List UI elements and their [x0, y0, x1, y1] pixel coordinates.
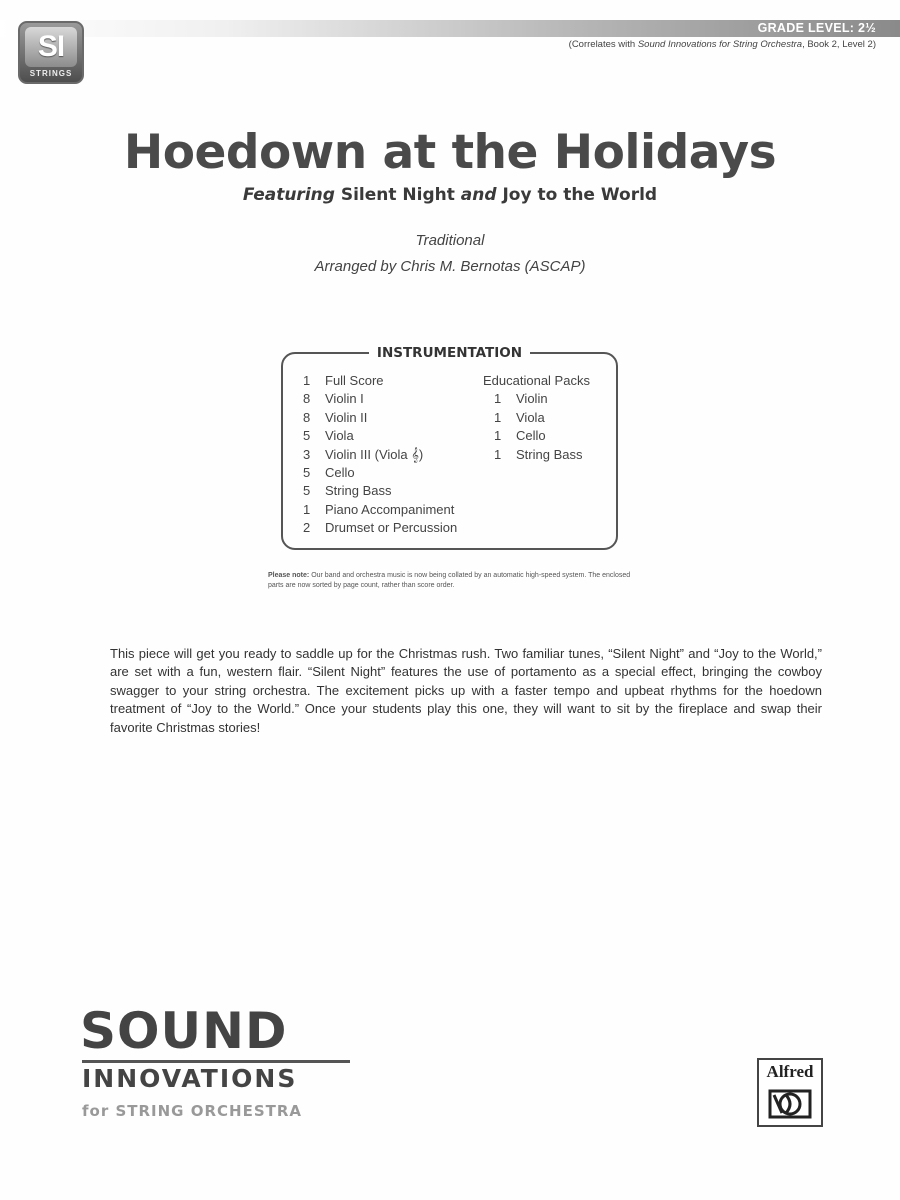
logo-divider [82, 1060, 350, 1063]
piece-subtitle: Featuring Silent Night and Joy to the World [242, 185, 658, 205]
instrumentation-box [281, 345, 618, 550]
arranger-credit: Arranged by Chris M. Bernotas (ASCAP) [314, 258, 586, 275]
piece-description: This piece will get you ready to saddle up for the Christmas rush. Two familiar tunes, “Silent Night” and “Joy to the World,” are set with a fun, western flair. “Silent Night” features the use of portamento as a special effect, bringing the cowboy swagger to your string orchestra. The excitement picks up with a faster tempo and upbeat rhythms for the hoedown treatment of “Joy to the World.” Once your students play this one, they will want to sit by the fireplace and swap their favorite Christmas stories! [110, 646, 822, 735]
grade-level: GRADE LEVEL: 2½ [757, 21, 876, 35]
pack-row: 1 Violin [494, 391, 548, 407]
collation-note: Please note: Our band and orchestra music is now being collated by an automatic high-speed system. The enclosed parts are now sorted by page count, rather than score order. [268, 572, 631, 589]
part-row: 5 String Bass [303, 483, 392, 499]
pack-row: 1 Viola [494, 409, 545, 425]
parts-list [303, 372, 493, 538]
part-row: 1 Piano Accompaniment [303, 501, 455, 517]
correlates-note: (Correlates with Sound Innovations for String Orchestra, Book 2, Level 2) [568, 39, 876, 50]
educational-packs-list [483, 372, 613, 464]
part-row: 2 Drumset or Percussion [303, 520, 458, 536]
si-logo-text: SI [37, 30, 65, 63]
part-row: 8 Violin I [303, 391, 364, 407]
part-row: 1 Full Score [303, 373, 384, 388]
part-row: 8 Violin II [303, 409, 368, 425]
for-string-orchestra-label: for STRING ORCHESTRA [82, 1102, 303, 1120]
educational-packs-title: Educational Packs [483, 373, 590, 388]
source-credit: Traditional [415, 232, 485, 249]
alfred-music-mark-icon [764, 1085, 816, 1123]
sound-innovations-logo-innovations: INNOVATIONS [82, 1064, 298, 1093]
si-strings-logo [18, 21, 84, 84]
pack-row: 1 Cello [494, 428, 546, 444]
sound-innovations-logo-sound: SOUND [80, 1002, 288, 1060]
part-row: 3 Violin III (Viola 𝄞) [303, 446, 424, 462]
alfred-logo [757, 1058, 823, 1127]
part-row: 5 Viola [303, 428, 354, 444]
si-logo-subtext: STRINGS [29, 69, 73, 78]
alfred-logo-text: Alfred [766, 1062, 814, 1081]
part-row: 5 Cello [303, 465, 355, 481]
piece-title: Hoedown at the Holidays [123, 125, 777, 180]
pack-row: 1 String Bass [494, 446, 583, 462]
instrumentation-heading: INSTRUMENTATION [369, 345, 530, 361]
